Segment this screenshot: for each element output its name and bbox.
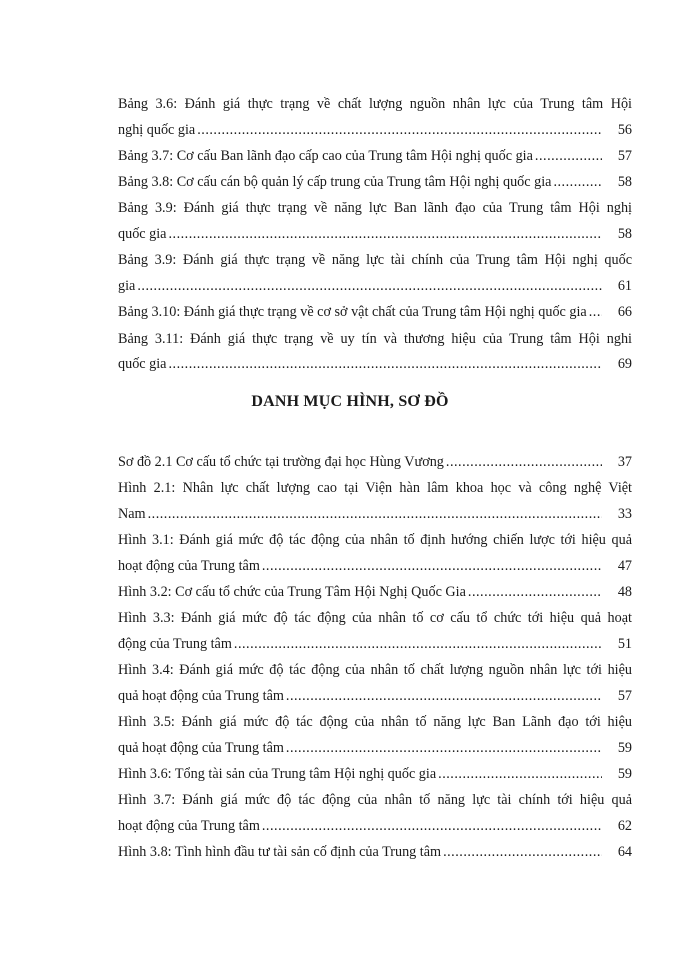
toc-entry-last-line: Nam <box>118 505 146 522</box>
toc-entry-last-line: hoạt động của Trung tâm <box>118 818 260 835</box>
toc-entry-table-3-8[interactable] <box>118 170 632 196</box>
toc-entry-figure-2-1[interactable] <box>118 476 632 528</box>
toc-page-number: 58 <box>617 174 632 191</box>
toc-page-number: 61 <box>617 278 632 295</box>
toc-entry-last-line: quả hoạt động của Trung tâm <box>118 740 284 757</box>
toc-page-number: 69 <box>617 356 632 373</box>
leader-dots <box>262 554 602 580</box>
toc-entry-last-line: quốc gia <box>118 356 167 373</box>
toc-entry-table-3-10[interactable] <box>118 300 632 326</box>
toc-entry-figure-3-8[interactable] <box>118 840 632 866</box>
toc-page-number: 59 <box>617 740 632 757</box>
toc-entry-first-line: Bảng 3.9: Đánh giá thực trạng về năng lực Ban lãnh đạo của Trung tâm Hội nghị <box>118 200 632 217</box>
leader-dots <box>438 762 602 788</box>
toc-entry-table-3-9b[interactable] <box>118 248 632 300</box>
toc-entry-first-line: Hình 3.1: Đánh giá mức độ tác động của nhân tố định hướng chiến lược tới hiệu quả <box>118 532 632 549</box>
toc-entry-figure-3-1[interactable] <box>118 528 632 580</box>
toc-entry-figure-3-7[interactable] <box>118 788 632 840</box>
toc-entry-first-line: Hình 3.5: Đánh giá mức độ tác động của nhân tố năng lực Ban Lãnh đạo tới hiệu <box>118 714 632 731</box>
toc-entry-first-line: Bảng 3.11: Đánh giá thực trạng về uy tín và thương hiệu của Trung tâm Hội nghi <box>118 330 632 347</box>
toc-entry-figure-3-4[interactable] <box>118 658 632 710</box>
toc-page-number: 33 <box>617 505 632 522</box>
table-list <box>118 92 632 379</box>
leader-dots <box>589 300 602 326</box>
toc-page-number: 59 <box>617 766 632 783</box>
leader-dots <box>446 450 602 476</box>
toc-page-number: 47 <box>617 557 632 574</box>
toc-entry-last-line: nghị quốc gia <box>118 121 196 138</box>
leader-dots <box>262 814 602 840</box>
leader-dots <box>234 632 602 658</box>
leader-dots <box>197 118 602 144</box>
toc-entry-first-line: Bảng 3.9: Đánh giá thực trạng về năng lực tài chính của Trung tâm Hội nghị quốc <box>118 252 632 269</box>
toc-page-number: 48 <box>617 584 632 601</box>
leader-dots <box>443 840 602 866</box>
toc-page-number: 37 <box>617 454 632 470</box>
toc-entry-table-3-7[interactable] <box>118 144 632 170</box>
toc-entry-table-3-9a[interactable] <box>118 196 632 248</box>
toc-entry-last-line: Bảng 3.8: Cơ cấu cán bộ quản lý cấp trung của Trung tâm Hội nghị quốc gia <box>118 174 552 191</box>
toc-entry-last-line: Bảng 3.7: Cơ cấu Ban lãnh đạo cấp cao của Trung tâm Hội nghị quốc gia <box>118 147 533 164</box>
toc-page-number: 57 <box>617 147 632 164</box>
toc-entry-last-line: quốc gia <box>118 226 167 243</box>
toc-entry-table-3-6[interactable] <box>118 92 632 144</box>
toc-entry-last-line: Sơ đồ 2.1 Cơ cấu tổ chức tại trường đại học Hùng Vương <box>118 454 444 470</box>
leader-dots <box>553 170 602 196</box>
leader-dots <box>168 352 602 378</box>
toc-entry-last-line: Hình 3.2: Cơ cấu tổ chức của Trung Tâm Hội Nghị Quốc Gia <box>118 584 466 601</box>
leader-dots <box>286 684 602 710</box>
toc-entry-first-line: Hình 3.7: Đánh giá mức độ tác động của nhân tố năng lực tài chính tới hiệu quả <box>118 792 632 809</box>
toc-entry-first-line: Hình 2.1: Nhân lực chất lượng cao tại Viện hàn lâm khoa học và công nghệ Việt <box>118 480 632 497</box>
toc-entry-diagram-2-1[interactable] <box>118 450 632 476</box>
toc-entry-first-line: Hình 3.3: Đánh giá mức độ tác động của nhân tố cơ cấu tổ chức tới hiệu quả hoạt <box>118 610 632 627</box>
toc-entry-figure-3-5[interactable] <box>118 710 632 762</box>
toc-entry-figure-3-2[interactable] <box>118 580 632 606</box>
toc-entry-last-line: gia <box>118 278 136 295</box>
leader-dots <box>468 580 602 606</box>
figures-section-heading: DANH MỤC HÌNH, SƠ ĐỒ <box>251 393 449 410</box>
toc-entry-last-line: hoạt động của Trung tâm <box>118 557 260 574</box>
toc-page-number: 66 <box>617 304 632 321</box>
leader-dots <box>535 144 602 170</box>
toc-page-number: 58 <box>617 226 632 243</box>
toc-entry-first-line: Bảng 3.6: Đánh giá thực trạng về chất lượng nguồn nhân lực của Trung tâm Hội <box>118 96 632 112</box>
toc-page-number: 62 <box>617 818 632 835</box>
toc-page-number: 51 <box>617 636 632 653</box>
toc-page-number: 64 <box>617 844 632 861</box>
toc-entry-figure-3-3[interactable] <box>118 606 632 658</box>
leader-dots <box>286 736 602 762</box>
toc-entry-last-line: Hình 3.6: Tổng tài sản của Trung tâm Hội nghị quốc gia <box>118 766 437 783</box>
figure-list <box>118 450 632 867</box>
toc-entry-first-line: Hình 3.4: Đánh giá mức độ tác động của nhân tố chất lượng nguồn nhân lực tới hiệu <box>118 662 632 679</box>
toc-entry-table-3-11[interactable] <box>118 327 632 379</box>
toc-entry-last-line: quả hoạt động của Trung tâm <box>118 688 284 705</box>
toc-entry-last-line: Bảng 3.10: Đánh giá thực trạng về cơ sở vật chất của Trung tâm Hội nghị quốc gia <box>118 304 587 321</box>
leader-dots <box>168 222 602 248</box>
leader-dots <box>137 274 602 300</box>
toc-entry-last-line: động của Trung tâm <box>118 636 232 653</box>
leader-dots <box>148 502 602 528</box>
toc-page-number: 56 <box>617 121 632 138</box>
toc-entry-last-line: Hình 3.8: Tình hình đầu tư tài sản cố định của Trung tâm <box>118 844 442 861</box>
toc-page-number: 57 <box>617 688 632 705</box>
toc-entry-figure-3-6[interactable] <box>118 762 632 788</box>
